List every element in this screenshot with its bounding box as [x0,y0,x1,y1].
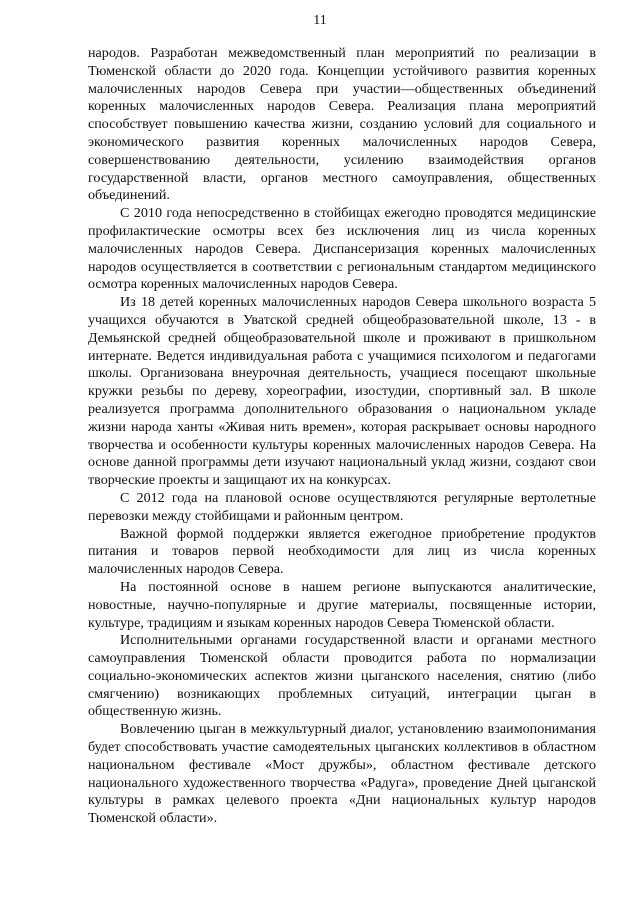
paragraph-publications: На постоянной основе в нашем регионе выпускаются аналитические, новостные, научно-популярные и другие материалы, посвященные истории, культуре, традициям и языкам коренных народов Севера Тюменской области. [88,578,596,631]
paragraph-food-support: Важной формой поддержки является ежегодное приобретение продуктов питания и товаров первой необходимости для лиц из числа коренных малочисленных народов Севера. [88,525,596,578]
page-number: 11 [313,13,327,28]
paragraph-medical-checkups: С 2010 года непосредственно в стойбищах ежегодно проводятся медицинские профилактические осмотры всех без исключения лиц из числа коренных малочисленных народов Севера. Диспансеризация коренных малочисленных народов осуществляется в соответствии с региональным стандартом медицинского осмотра коренных малочисленных народов Севера. [88,205,596,293]
paragraph-schooling: Из 18 детей коренных малочисленных народов Севера школьного возраста 5 учащихся обучаются в Уватской средней общеобразовательной школе, 13 - в Демьянской средней общеобразовательной школе и проживают в пришкольном интернате. Ведется индивидуальная работа с учащимися психологом и педагогами школы. Организована внеурочная деятельность, учащиеся посещают школьные кружки резьбы по дереву, хореографии, изостудии, спортивный зал. В школе реализуется программа дополнительного образования о национальном укладе жизни народа ханты «Живая нить времен», которая раскрывает основы народного творчества и особенности культуры коренных малочисленных народов Севера. На основе данной программы дети изучают национальный уклад жизни, создают свои творческие проекты и защищают их на конкурсах. [88,294,596,489]
paragraph-helicopter-transport: С 2012 года на плановой основе осуществляются регулярные вертолетные перевозки между стойбищами и районным центром. [88,489,596,524]
paragraph-plan-continuation: народов. Разработан межведомственный план мероприятий по реализации в Тюменской области до 2020 года. Концепции устойчивого развития коренных малочисленных народов Севера при участии—общественных объединений коренных малочисленных народов Севера. Реализация плана мероприятий способствует повышению качества жизни, созданию условий для социального и экономического развития коренных малочисленных народов Севера, совершенствованию деятельности, усилению взаимодействия органов государственной власти, органов местного самоуправления, общественных объединений. [88,45,596,204]
paragraph-roma-integration: Исполнительными органами государственной власти и органами местного самоуправления Тюменской области проводится работа по нормализации социально-экономических аспектов жизни цыганского населения, снятию (либо смягчению) возникающих проблемных ситуаций, интеграции цыган в общественную жизнь. [88,632,596,720]
paragraph-roma-festivals: Вовлечению цыган в межкультурный диалог, установлению взаимопонимания будет способствовать участие самодеятельных цыганских коллективов в областном национальном фестивале «Мост дружбы», областном фестивале детского национального художественного творчества «Радуга», проведение Дней цыганской культуры в рамках целевого проекта «Дни национальных культур народов Тюменской области». [88,721,596,827]
body-text [88,45,596,828]
